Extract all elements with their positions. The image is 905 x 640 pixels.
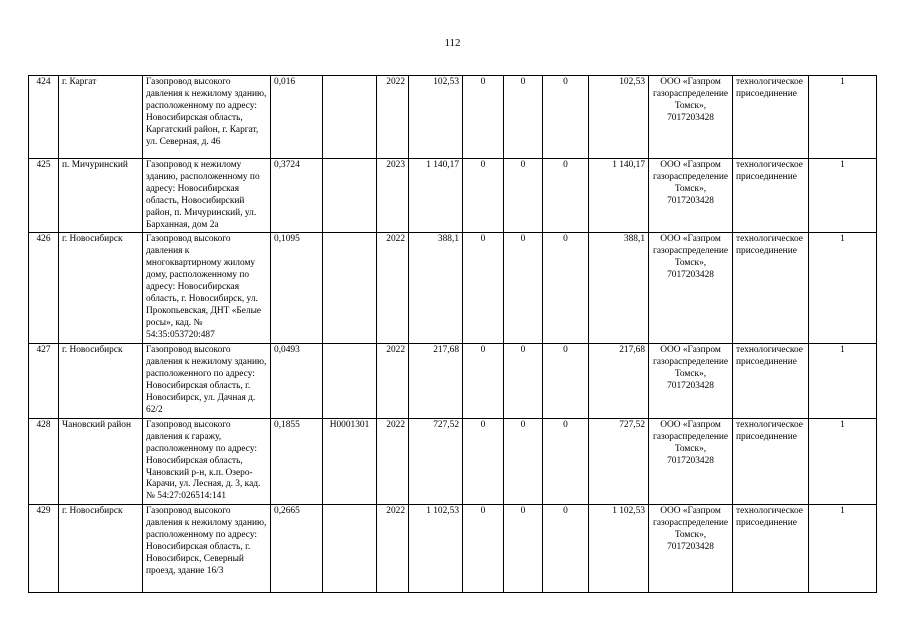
length-cell: 0,1855	[271, 418, 323, 504]
initial-cost-cell: 1 102,53	[409, 505, 463, 593]
owner-cell: ООО «Газпром газораспределение Томск», 7017203428	[649, 505, 733, 593]
residual-cost-cell: 217,68	[589, 344, 649, 418]
count-cell: 1	[809, 233, 877, 344]
row-number: 425	[29, 159, 59, 233]
inventory-number-cell	[323, 233, 377, 344]
table-row	[29, 76, 877, 159]
table-row	[29, 159, 877, 233]
value-cell-3: 0	[543, 344, 589, 418]
inventory-number-cell	[323, 76, 377, 159]
table-row	[29, 505, 877, 593]
row-number: 429	[29, 505, 59, 593]
inventory-number-cell: Н0001301	[323, 418, 377, 504]
inventory-number-cell	[323, 505, 377, 593]
description-cell: Газопровод высокого давления к многоквартирному жилому дому, расположенному по адресу: Новосибирская область, г. Новосибирск, ул. Прокопьевская, ДНТ «Белые росы», кад. № 54:35:053720:487	[143, 233, 271, 344]
purpose-cell: технологическое присоединение	[733, 505, 809, 593]
count-cell: 1	[809, 159, 877, 233]
description-cell: Газопровод высокого давления к нежилому зданию, расположенному по адресу: Новосибирская область, Каргатский район, г. Каргат, ул. Северная, д. 46	[143, 76, 271, 159]
table-row	[29, 344, 877, 418]
locality-cell: п. Мичуринский	[59, 159, 143, 233]
initial-cost-cell: 102,53	[409, 76, 463, 159]
value-cell-1: 0	[463, 418, 504, 504]
owner-cell: ООО «Газпром газораспределение Томск», 7017203428	[649, 344, 733, 418]
year-cell: 2022	[377, 418, 409, 504]
initial-cost-cell: 217,68	[409, 344, 463, 418]
value-cell-2: 0	[504, 344, 543, 418]
description-cell: Газопровод высокого давления к нежилому зданию, расположенному по адресу: Новосибирская область, г. Новосибирск, Северный проезд, здание 16/3	[143, 505, 271, 593]
locality-cell: г. Новосибирск	[59, 344, 143, 418]
value-cell-2: 0	[504, 505, 543, 593]
table-row	[29, 233, 877, 344]
row-number: 428	[29, 418, 59, 504]
initial-cost-cell: 1 140,17	[409, 159, 463, 233]
residual-cost-cell: 1 102,53	[589, 505, 649, 593]
year-cell: 2022	[377, 344, 409, 418]
owner-cell: ООО «Газпром газораспределение Томск», 7017203428	[649, 76, 733, 159]
year-cell: 2022	[377, 505, 409, 593]
row-number: 424	[29, 76, 59, 159]
value-cell-2: 0	[504, 418, 543, 504]
row-number: 426	[29, 233, 59, 344]
length-cell: 0,3724	[271, 159, 323, 233]
description-cell: Газопровод к нежилому зданию, расположенному по адресу: Новосибирская область, Новосибирский район, п. Мичуринский, ул. Барханная, дом 2а	[143, 159, 271, 233]
count-cell: 1	[809, 344, 877, 418]
purpose-cell: технологическое присоединение	[733, 159, 809, 233]
value-cell-3: 0	[543, 233, 589, 344]
locality-cell: Чановский район	[59, 418, 143, 504]
owner-cell: ООО «Газпром газораспределение Томск», 7017203428	[649, 233, 733, 344]
count-cell: 1	[809, 505, 877, 593]
length-cell: 0,016	[271, 76, 323, 159]
initial-cost-cell: 388,1	[409, 233, 463, 344]
value-cell-3: 0	[543, 159, 589, 233]
residual-cost-cell: 388,1	[589, 233, 649, 344]
value-cell-1: 0	[463, 233, 504, 344]
value-cell-1: 0	[463, 159, 504, 233]
length-cell: 0,1095	[271, 233, 323, 344]
residual-cost-cell: 727,52	[589, 418, 649, 504]
purpose-cell: технологическое присоединение	[733, 233, 809, 344]
row-number: 427	[29, 344, 59, 418]
table-row	[29, 418, 877, 504]
count-cell: 1	[809, 76, 877, 159]
value-cell-1: 0	[463, 344, 504, 418]
purpose-cell: технологическое присоединение	[733, 418, 809, 504]
value-cell-2: 0	[504, 159, 543, 233]
value-cell-3: 0	[543, 76, 589, 159]
length-cell: 0,2665	[271, 505, 323, 593]
locality-cell: г. Новосибирск	[59, 505, 143, 593]
value-cell-3: 0	[543, 505, 589, 593]
locality-cell: г. Каргат	[59, 76, 143, 159]
value-cell-2: 0	[504, 233, 543, 344]
value-cell-1: 0	[463, 505, 504, 593]
description-cell: Газопровод высокого давления к гаражу, расположенному по адресу: Новосибирская область, Чановский р-н, к.п. Озеро-Карачи, ул. Лесная, д. 3, кад. № 54:27:026514:141	[143, 418, 271, 504]
length-cell: 0,0493	[271, 344, 323, 418]
page-number: 112	[444, 37, 461, 49]
year-cell: 2023	[377, 159, 409, 233]
owner-cell: ООО «Газпром газораспределение Томск», 7017203428	[649, 418, 733, 504]
residual-cost-cell: 1 140,17	[589, 159, 649, 233]
gas-pipeline-register-table	[28, 75, 877, 593]
value-cell-2: 0	[504, 76, 543, 159]
locality-cell: г. Новосибирск	[59, 233, 143, 344]
owner-cell: ООО «Газпром газораспределение Томск», 7017203428	[649, 159, 733, 233]
year-cell: 2022	[377, 76, 409, 159]
inventory-number-cell	[323, 344, 377, 418]
residual-cost-cell: 102,53	[589, 76, 649, 159]
value-cell-1: 0	[463, 76, 504, 159]
description-cell: Газопровод высокого давления к нежилому зданию, расположенного по адресу: Новосибирская область, г. Новосибирск, ул. Дачная д. 62/2	[143, 344, 271, 418]
value-cell-3: 0	[543, 418, 589, 504]
inventory-number-cell	[323, 159, 377, 233]
year-cell: 2022	[377, 233, 409, 344]
count-cell: 1	[809, 418, 877, 504]
purpose-cell: технологическое присоединение	[733, 344, 809, 418]
purpose-cell: технологическое присоединение	[733, 76, 809, 159]
initial-cost-cell: 727,52	[409, 418, 463, 504]
